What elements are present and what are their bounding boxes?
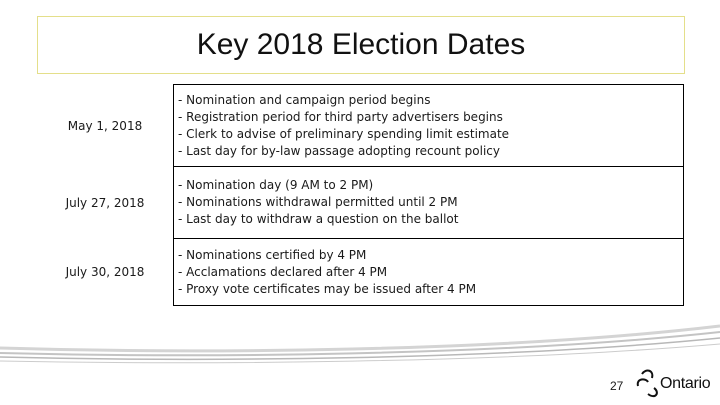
description-cell [174,239,684,306]
ontario-logo-text: Ontario [660,375,711,392]
list-item: - Clerk to advise of preliminary spending limit estimate [178,126,510,141]
date-cell: July 27, 2018 [37,167,174,239]
list-item: - Nomination and campaign period begins [178,92,431,107]
list-item: - Nominations certified by 4 PM [178,247,367,262]
list-item: - Registration period for third party advertisers begins [178,109,503,124]
list-item: - Nomination day (9 AM to 2 PM) [178,178,374,192]
list-item: - Proxy vote certificates may be issued after 4 PM [178,281,477,296]
title-box [37,16,685,74]
table-row [37,85,684,167]
table-row [37,167,684,239]
description-cell [174,167,684,239]
description-cell [174,85,684,167]
list-item: - Acclamations declared after 4 PM [178,264,388,279]
page-number: 27 [610,379,624,393]
table-row [37,239,684,306]
list-item: - Nominations withdrawal permitted until 2 PM [178,195,458,209]
list-item: - Last day to withdraw a question on the ballot [178,212,459,226]
decorative-stripes [0,318,720,378]
list-item: - Last day for by-law passage adopting recount policy [178,143,501,158]
date-cell: July 30, 2018 [37,239,174,306]
slide-title: Key 2018 Election Dates [196,28,526,61]
dates-table [37,84,684,306]
date-cell: May 1, 2018 [37,85,174,167]
